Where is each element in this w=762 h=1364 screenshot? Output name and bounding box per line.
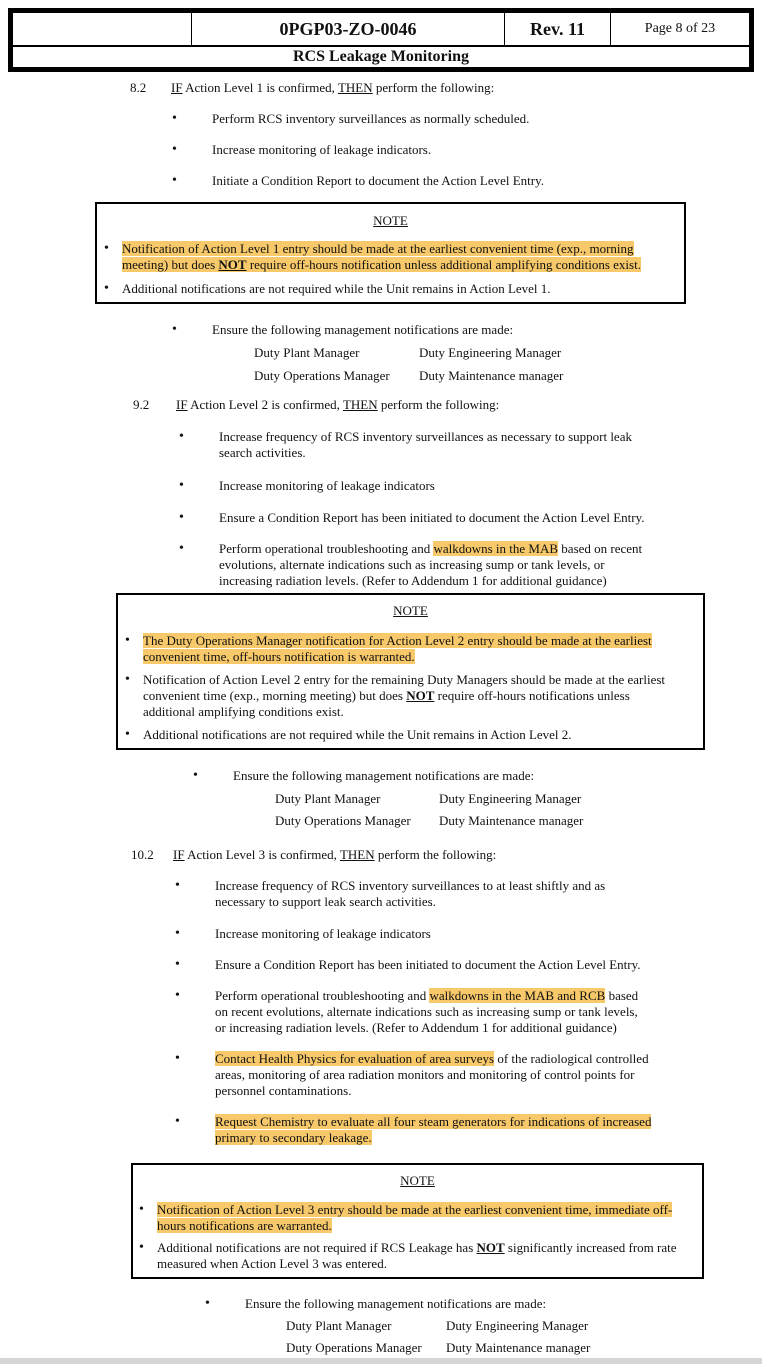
note-item-continuation bbox=[143, 649, 415, 665]
list-item bbox=[215, 1114, 651, 1130]
note-text: require off-hours notification unless additional amplifying conditions exist. bbox=[246, 257, 641, 272]
note-text: significantly increased from rate bbox=[504, 1240, 677, 1255]
note-item bbox=[157, 1202, 672, 1218]
note-item bbox=[157, 1240, 677, 1256]
list-item-continuation: personnel contaminations. bbox=[215, 1083, 352, 1098]
manager-name: Duty Maintenance manager bbox=[419, 368, 564, 383]
list-item-continuation: evolutions, alternate indications such as increasing sump or tank levels, or bbox=[219, 557, 605, 572]
manager-name: Duty Operations Manager bbox=[275, 813, 411, 828]
header-top-row bbox=[13, 13, 749, 47]
list-item-continuation: areas, monitoring of area radiation monitors and monitoring of control points for bbox=[215, 1067, 635, 1082]
not-emphasis: NOT bbox=[406, 688, 435, 703]
not-emphasis: NOT bbox=[218, 257, 247, 272]
list-item: • Ensure a Condition Report has been initiated to document the Action Level Entry. bbox=[215, 957, 641, 973]
manager-name: Duty Operations Manager bbox=[254, 368, 390, 383]
manager-name: Duty Maintenance manager bbox=[446, 1340, 591, 1355]
list-text: of the radiological controlled bbox=[494, 1051, 649, 1066]
step-text: Action Level 3 is confirmed, bbox=[184, 847, 340, 862]
step-text: perform the following: bbox=[372, 80, 495, 95]
list-item: • Increase monitoring of leakage indicators bbox=[219, 478, 435, 494]
note-text: Additional notifications are not required if RCS Leakage has bbox=[157, 1240, 477, 1255]
then-keyword: THEN bbox=[342, 397, 378, 412]
highlighted-text bbox=[122, 257, 641, 272]
if-keyword: IF bbox=[176, 397, 188, 412]
step-heading bbox=[171, 80, 494, 96]
note-text: convenient time (exp., morning meeting) but does bbox=[143, 688, 407, 703]
step-text: Action Level 2 is confirmed, bbox=[187, 397, 343, 412]
revision-number: Rev. 11 bbox=[529, 19, 585, 39]
highlighted-text: primary to secondary leakage. bbox=[215, 1130, 372, 1145]
list-item: • Ensure the following management notifications are made: bbox=[212, 322, 513, 338]
step-number: 9.2 bbox=[133, 397, 150, 412]
list-text: Perform operational troubleshooting and bbox=[215, 988, 430, 1003]
list-item: • Increase frequency of RCS inventory surveillances to at least shiftly and as bbox=[215, 878, 605, 894]
step-text: Action Level 1 is confirmed, bbox=[182, 80, 338, 95]
manager-name: Duty Plant Manager bbox=[275, 791, 381, 806]
list-item-continuation: search activities. bbox=[219, 445, 306, 460]
note-heading: NOTE bbox=[400, 1173, 435, 1188]
highlighted-text: Notification of Action Level 3 entry should be made at the earliest convenient time, immediate off- bbox=[157, 1202, 673, 1217]
if-keyword: IF bbox=[173, 847, 185, 862]
list-item: • Ensure the following management notifications are made: bbox=[245, 1296, 546, 1312]
list-item-continuation: necessary to support leak search activities. bbox=[215, 894, 436, 909]
list-item-continuation: or increasing radiation levels. (Refer to Addendum 1 for additional guidance) bbox=[215, 1020, 617, 1035]
list-item-continuation: on recent evolutions, alternate indications such as increasing sump or tank levels, bbox=[215, 1004, 638, 1019]
note-item-continuation: additional amplifying conditions exist. bbox=[143, 704, 344, 719]
page-edge bbox=[0, 1358, 762, 1364]
highlighted-text: The Duty Operations Manager notification for Action Level 2 entry should be made at the earliest bbox=[143, 633, 652, 648]
note-item-continuation bbox=[143, 688, 630, 704]
note-item: • Additional notifications are not required while the Unit remains in Action Level 1. bbox=[122, 281, 551, 297]
list-item: • Increase frequency of RCS inventory surveillances as necessary to support leak bbox=[219, 429, 632, 445]
highlighted-text: walkdowns in the MAB bbox=[433, 541, 559, 556]
step-number: 10.2 bbox=[131, 847, 154, 862]
document-title: RCS Leakage Monitoring bbox=[293, 48, 469, 65]
manager-name: Duty Maintenance manager bbox=[439, 813, 584, 828]
list-item-continuation bbox=[215, 1130, 372, 1146]
manager-name: Duty Engineering Manager bbox=[419, 345, 562, 360]
list-item bbox=[215, 988, 638, 1004]
list-item: • Increase monitoring of leakage indicators. bbox=[212, 142, 431, 158]
note-text: meeting) but does bbox=[122, 257, 219, 272]
note-item-continuation bbox=[122, 257, 641, 273]
list-item bbox=[215, 1051, 649, 1067]
note-item-continuation bbox=[157, 1218, 332, 1234]
note-item bbox=[122, 241, 634, 257]
note-text: require off-hours notifications unless bbox=[434, 688, 630, 703]
step-text: perform the following: bbox=[377, 397, 500, 412]
list-item-continuation: increasing radiation levels. (Refer to Addendum 1 for additional guidance) bbox=[219, 573, 607, 588]
note-heading: NOTE bbox=[393, 603, 428, 618]
highlighted-text: hours notifications are warranted. bbox=[157, 1218, 332, 1233]
highlighted-text: walkdowns in the MAB and RCB bbox=[429, 988, 606, 1003]
list-item: • Increase monitoring of leakage indicators bbox=[215, 926, 431, 942]
highlighted-text: convenient time, off-hours notification is warranted. bbox=[143, 649, 415, 664]
note-heading: NOTE bbox=[373, 213, 408, 228]
manager-name: Duty Plant Manager bbox=[254, 345, 360, 360]
step-number: 8.2 bbox=[130, 80, 147, 95]
note-item: • Additional notifications are not required while the Unit remains in Action Level 2. bbox=[143, 727, 572, 743]
list-item: • Ensure the following management notifications are made: bbox=[233, 768, 534, 784]
manager-name: Duty Engineering Manager bbox=[439, 791, 582, 806]
if-keyword: IF bbox=[171, 80, 183, 95]
highlighted-text: Notification of Action Level 1 entry should be made at the earliest convenient time (exp., morning bbox=[122, 241, 634, 256]
page-number: Page 8 of 23 bbox=[644, 21, 716, 36]
list-text: based bbox=[605, 988, 639, 1003]
manager-name: Duty Engineering Manager bbox=[446, 1318, 589, 1333]
highlighted-text: Request Chemistry to evaluate all four steam generators for indications of increased bbox=[215, 1114, 652, 1129]
list-text: Perform operational troubleshooting and bbox=[219, 541, 434, 556]
step-text: perform the following: bbox=[374, 847, 497, 862]
document-header bbox=[8, 8, 754, 72]
step-heading bbox=[173, 847, 496, 863]
list-item: • Perform RCS inventory surveillances as normally scheduled. bbox=[212, 111, 529, 127]
manager-name: Duty Plant Manager bbox=[286, 1318, 392, 1333]
note-item: • Notification of Action Level 2 entry for the remaining Duty Managers should be made at the earliest bbox=[143, 672, 665, 688]
document-id: 0PGP03-ZO-0046 bbox=[279, 19, 417, 39]
list-item: • Ensure a Condition Report has been initiated to document the Action Level Entry. bbox=[219, 510, 645, 526]
then-keyword: THEN bbox=[337, 80, 373, 95]
list-text: based on recent bbox=[558, 541, 643, 556]
manager-name: Duty Operations Manager bbox=[286, 1340, 422, 1355]
note-item-continuation: measured when Action Level 3 was entered. bbox=[157, 1256, 387, 1271]
list-item: • Initiate a Condition Report to document the Action Level Entry. bbox=[212, 173, 544, 189]
then-keyword: THEN bbox=[339, 847, 375, 862]
note-item bbox=[143, 633, 652, 649]
list-item bbox=[219, 541, 642, 557]
step-heading bbox=[176, 397, 499, 413]
highlighted-text: Contact Health Physics for evaluation of area surveys bbox=[215, 1051, 495, 1066]
not-emphasis: NOT bbox=[476, 1240, 505, 1255]
